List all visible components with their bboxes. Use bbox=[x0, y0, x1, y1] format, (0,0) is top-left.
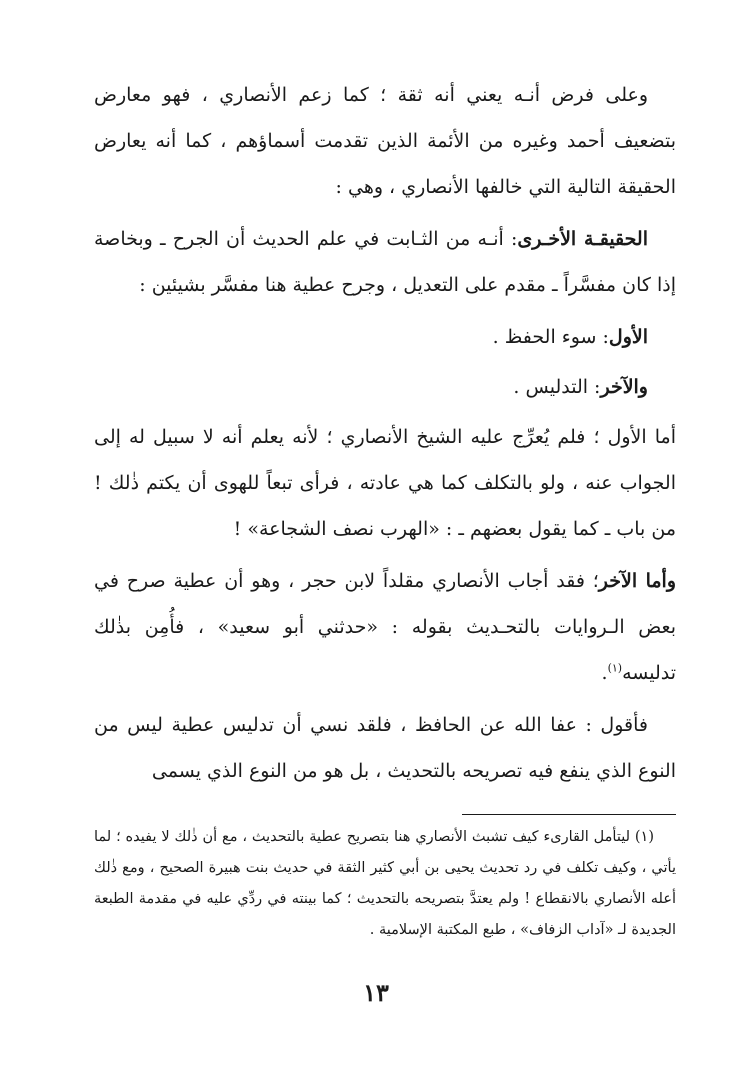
page-number: ١٣ bbox=[363, 978, 389, 1007]
main-text bbox=[94, 72, 676, 800]
footnote-divider bbox=[462, 814, 676, 815]
paragraph-4 bbox=[94, 558, 676, 696]
paragraph-2 bbox=[94, 216, 676, 308]
paragraph-5 bbox=[94, 702, 676, 794]
list-item-first bbox=[94, 314, 676, 360]
paragraph-5-text: فأقول : عفا الله عن الحافظ ، فلقد نسي أن تدليس عطية ليس من النوع الذي ينفع فيه تصريحه بالتحديث ، بل هو من النوع الذي يسمى bbox=[94, 714, 676, 782]
paragraph-3 bbox=[94, 414, 676, 552]
paragraph-1-text: وعلى فرض أنـه يعني أنه ثقة ؛ كما زعم الأنصاري ، فهو معارض بتضعيف أحمد وغيره من الأئمة الذين تقدمت أسماؤهم ، كما أنه يعارض الحقيقة التالية التي خالفها الأنصاري ، وهي : bbox=[94, 84, 676, 198]
paragraph-2-label: الحقيقـة الأخـرى bbox=[517, 228, 648, 250]
paragraph-4-end: . bbox=[601, 662, 608, 684]
paragraph-4-text: ؛ فقد أجاب الأنصاري مقلداً لابن حجر ، وهو أن عطية صرح في بعض الـروايات بالتحـديث بقوله : «حدثني أبو سعيد» ، فأُمِن بذٰلك تدليسه bbox=[94, 570, 676, 684]
paragraph-2-text: : أنـه من الثـابت في علم الحديث أن الجرح ـ وبخاصة إذا كان مفسَّراً ـ مقدم على التعديل ، وجرح عطية هنا مفسَّر بشيئين : bbox=[94, 228, 676, 296]
paragraph-4-label: وأما الآخر bbox=[598, 570, 676, 592]
footnote bbox=[94, 822, 676, 946]
paragraph-3-text: أما الأول ؛ فلم يُعرِّج عليه الشيخ الأنصاري ؛ لأنه يعلم أنه لا سبيل له إلى الجواب عنه ، ولو بالتكلف كما هي عادته ، فرأى تبعاً للهوى أن يكتم ذٰلك ! من باب ـ كما يقول بعضهم ـ : «الهرب نصف الشجاعة» ! bbox=[94, 426, 676, 540]
paragraph-1 bbox=[94, 72, 676, 210]
footnote-text: (١) ليتأمل القارىء كيف تشبث الأنصاري هنا بتصريح عطية بالتحديث ، مع أن ذٰلك لا يفيده ؛ لما يأتي ، وكيف تكلف في رد تحديث يحيى بن أبي كثير الثقة في حديث بنت هبيرة الصحيح ، ومع ذٰلك أعله الأنصاري بالانقطاع ! ولم يعتدَّ بتصريحه بالتحديث ؛ كما بينته في ردِّي عليه في مقدمة الطبعة الجديدة لـ «آداب الزفاف» ، طبع المكتبة الإسلامية . bbox=[94, 829, 676, 938]
list-item-second-label: والآخر bbox=[600, 376, 648, 398]
list-item-second bbox=[94, 364, 676, 410]
list-item-first-text: : سوء الحفظ . bbox=[492, 326, 609, 348]
list-item-first-label: الأول bbox=[608, 326, 648, 348]
list-item-second-text: : التدليس . bbox=[513, 376, 601, 398]
footnote-reference[interactable]: (١) bbox=[607, 661, 623, 675]
